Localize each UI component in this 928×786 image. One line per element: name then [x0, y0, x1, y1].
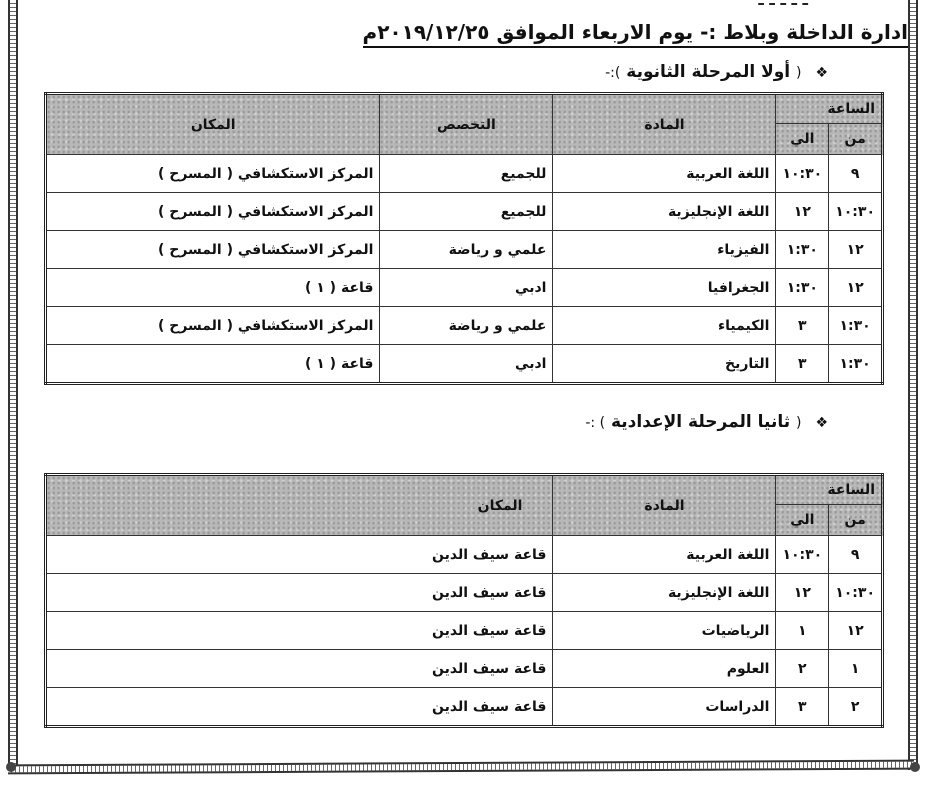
preparatory-schedule-table	[44, 473, 884, 728]
cell-from: ٩	[829, 536, 883, 574]
cell-subject: اللغة العربية	[553, 536, 776, 574]
cell-place: قاعة ( ١ )	[46, 345, 380, 384]
table-row	[46, 307, 883, 345]
column-header-specialization: التخصص	[380, 94, 553, 155]
cell-subject: الفيزياء	[553, 231, 776, 269]
page-border-left	[8, 0, 18, 770]
table-row	[46, 688, 883, 727]
cell-specialization: علمي و رياضة	[380, 307, 553, 345]
table-row	[46, 612, 883, 650]
cell-from: ١٢	[829, 269, 883, 307]
cell-place: قاعة ( ١ )	[46, 269, 380, 307]
cell-from: ٢	[829, 688, 883, 727]
diamond-bullet-icon: ❖	[815, 65, 828, 81]
table-row	[46, 155, 883, 193]
column-header-to: الي	[776, 505, 829, 536]
cell-to: ١	[776, 612, 829, 650]
table-row	[46, 650, 883, 688]
cell-place: قاعة سيف الدين	[46, 688, 553, 727]
cell-place: المركز الاستكشافي ( المسرح )	[46, 155, 380, 193]
cell-specialization: ادبي	[380, 269, 553, 307]
cell-specialization: علمي و رياضة	[380, 231, 553, 269]
cell-place: قاعة سيف الدين	[46, 536, 553, 574]
cropped-header-line	[758, 0, 808, 9]
cell-to: ١٠:٣٠	[776, 536, 829, 574]
page-title: ادارة الداخلة وبلاط :- يوم الاربعاء الموافق ٢٠١٩/١٢/٢٥م	[363, 20, 908, 48]
cell-subject: الكيمياء	[553, 307, 776, 345]
column-header-subject: المادة	[553, 475, 776, 536]
diamond-bullet-icon: ❖	[815, 415, 828, 431]
column-header-place: المكان	[46, 475, 553, 536]
cell-from: ١٢	[829, 612, 883, 650]
table-row	[46, 231, 883, 269]
cell-place: المركز الاستكشافي ( المسرح )	[46, 193, 380, 231]
cell-to: ١٢	[776, 193, 829, 231]
cell-place: قاعة سيف الدين	[46, 612, 553, 650]
secondary-schedule-table	[44, 92, 884, 385]
cell-to: ٣	[776, 688, 829, 727]
cell-subject: التاريخ	[553, 345, 776, 384]
cell-subject: العلوم	[553, 650, 776, 688]
cell-subject: اللغة الإنجليزية	[553, 574, 776, 612]
cell-place: قاعة سيف الدين	[46, 650, 553, 688]
table-row	[46, 193, 883, 231]
table-row	[46, 574, 883, 612]
border-corner-ornament	[6, 762, 16, 772]
cell-to: ١:٣٠	[776, 269, 829, 307]
cell-to: ١:٣٠	[776, 231, 829, 269]
cell-place: المركز الاستكشافي ( المسرح )	[46, 231, 380, 269]
column-header-from: من	[829, 505, 883, 536]
column-header-from: من	[829, 124, 883, 155]
cell-from: ١:٣٠	[829, 307, 883, 345]
cell-specialization: للجميع	[380, 193, 553, 231]
cell-from: ١٢	[829, 231, 883, 269]
border-corner-ornament	[910, 762, 920, 772]
cell-subject: الجغرافيا	[553, 269, 776, 307]
cell-specialization: ادبي	[380, 345, 553, 384]
section-heading-preparatory: ❖ ( ثانيا المرحلة الإعدادية ) :-	[585, 412, 828, 432]
cell-to: ٣	[776, 345, 829, 384]
cell-to: ١٢	[776, 574, 829, 612]
column-header-to: الي	[776, 124, 829, 155]
table-row	[46, 269, 883, 307]
cell-place: المركز الاستكشافي ( المسرح )	[46, 307, 380, 345]
column-header-subject: المادة	[553, 94, 776, 155]
cell-subject: الدراسات	[553, 688, 776, 727]
table-row	[46, 536, 883, 574]
page-border-right	[908, 0, 918, 770]
column-header-hour: الساعة	[776, 94, 883, 124]
cell-from: ١:٣٠	[829, 345, 883, 384]
cell-from: ١٠:٣٠	[829, 193, 883, 231]
section-label: أولا المرحلة الثانوية	[626, 62, 791, 82]
cell-subject: اللغة الإنجليزية	[553, 193, 776, 231]
table-row	[46, 345, 883, 384]
cell-from: ١٠:٣٠	[829, 574, 883, 612]
cell-place: قاعة سيف الدين	[46, 574, 553, 612]
cell-to: ١٠:٣٠	[776, 155, 829, 193]
cell-from: ١	[829, 650, 883, 688]
column-header-place: المكان	[46, 94, 380, 155]
cell-subject: اللغة العربية	[553, 155, 776, 193]
cell-specialization: للجميع	[380, 155, 553, 193]
section-heading-secondary: ❖ ( أولا المرحلة الثانوية ):-	[605, 62, 828, 82]
page-border-bottom	[8, 760, 914, 775]
cell-to: ٢	[776, 650, 829, 688]
cell-subject: الرياضيات	[553, 612, 776, 650]
section-label: ثانيا المرحلة الإعدادية	[610, 412, 791, 432]
cell-from: ٩	[829, 155, 883, 193]
column-header-hour: الساعة	[776, 475, 883, 505]
cell-to: ٣	[776, 307, 829, 345]
